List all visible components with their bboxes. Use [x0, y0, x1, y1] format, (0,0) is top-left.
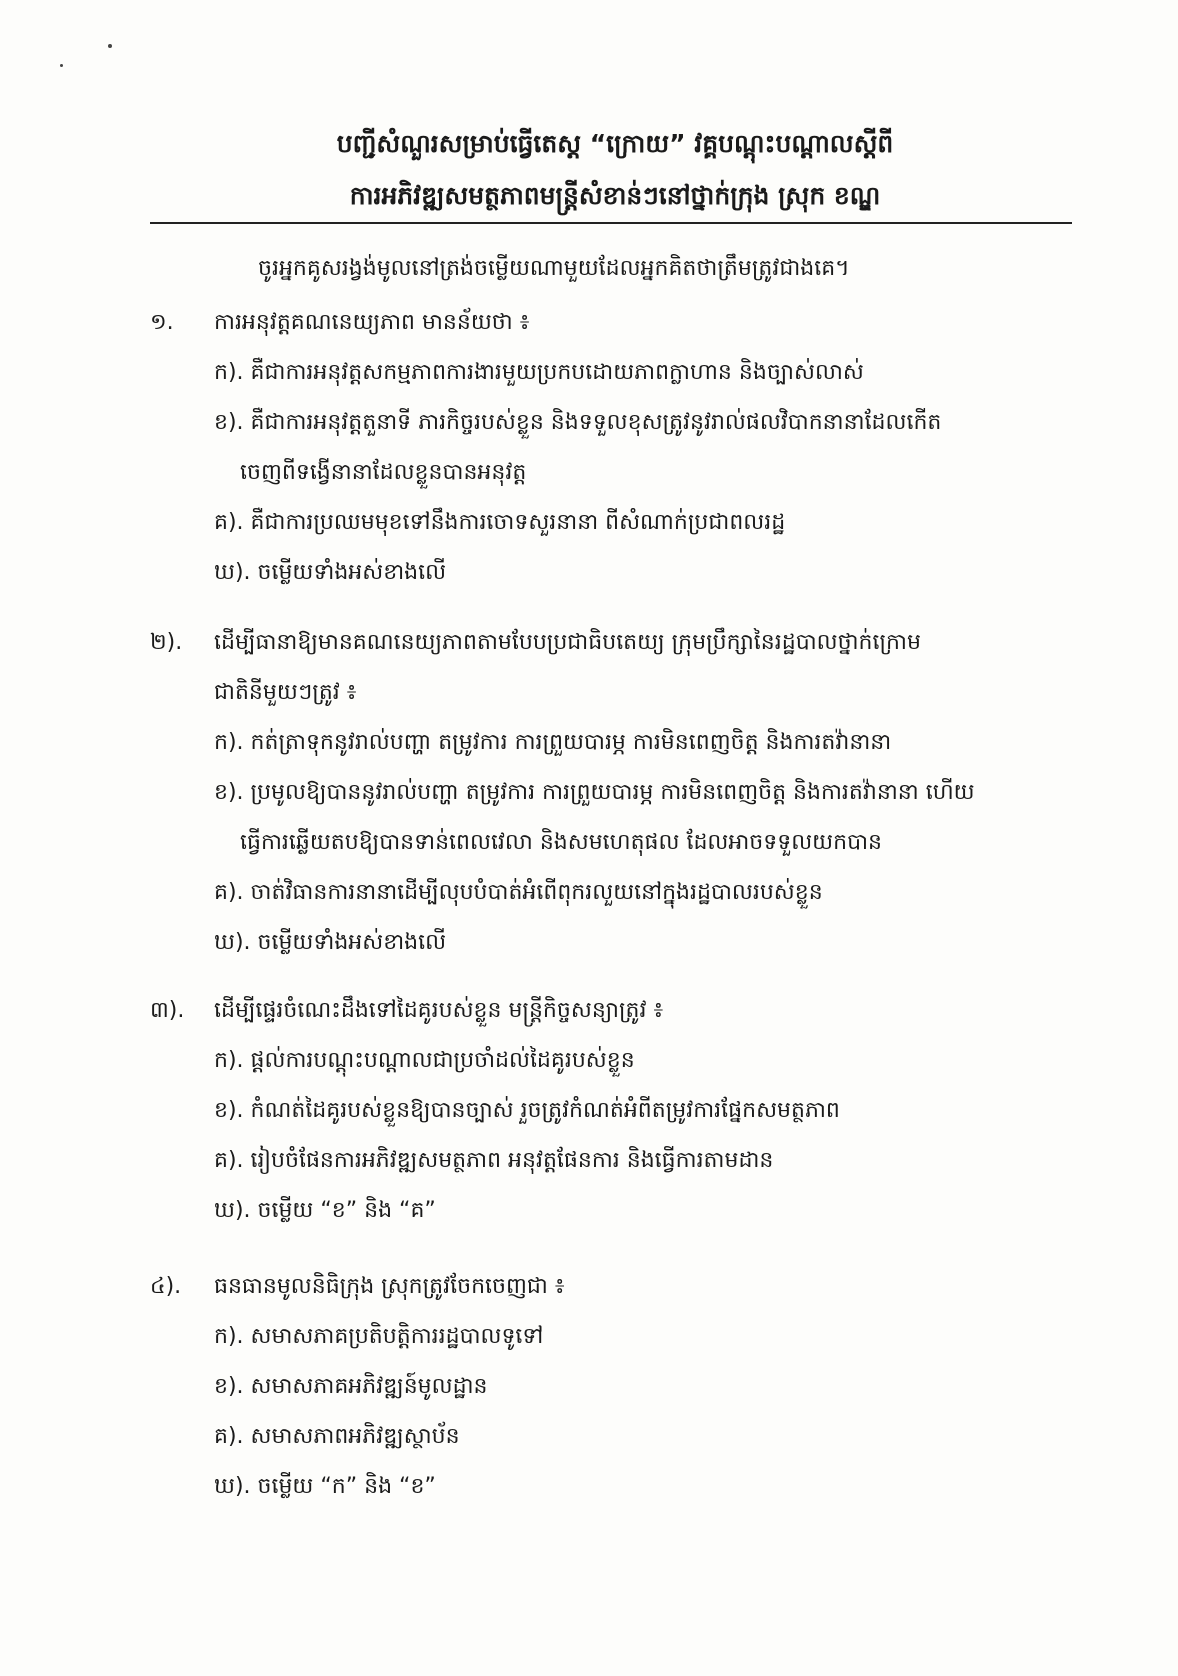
option-kho: ឃ). ចម្លើយទាំងអស់ខាងលើ — [214, 930, 447, 955]
option-kha-continuation: ធ្វើការឆ្លើយតបឱ្យបានទាន់ពេលវេលា និងសមហេតុផល ដែលអាចទទួលយកបាន — [240, 830, 882, 855]
option-ko: គ). រៀបចំផែនការអភិវឌ្ឍសមត្ថភាព អនុវត្តផែនការ និងធ្វើការតាមដាន — [214, 1148, 774, 1173]
option-kha-continuation: ចេញពីទង្វើនានាដែលខ្លួនបានអនុវត្ត — [240, 460, 527, 485]
option-kho: ឃ). ចម្លើយទាំងអស់ខាងលើ — [214, 560, 447, 585]
question-stem — [150, 298, 1080, 348]
scan-speck — [108, 44, 112, 48]
header-divider — [150, 222, 1072, 224]
question-number: ៤). — [150, 1274, 182, 1299]
question-1 — [150, 298, 1080, 598]
question-4 — [150, 1262, 1080, 1512]
question-text-continuation: ជាតិនីមួយៗត្រូវ ៖ — [214, 680, 357, 705]
instruction-text: ចូរអ្នកគូសរង្វង់មូលនៅត្រង់ចម្លើយណាមួយដែលអ្នកគិតថាត្រឹមត្រូវជាងគេ។ — [258, 256, 850, 281]
option-ka: ក). សមាសភាគប្រតិបត្តិការរដ្ឋបាលទូទៅ — [214, 1324, 544, 1349]
option-kha: ខ). សមាសភាគអភិវឌ្ឍន៍មូលដ្ឋាន — [214, 1374, 488, 1399]
question-text: ធនធានមូលនិធិក្រុង ស្រុកត្រូវចែកចេញជា ៖ — [214, 1274, 565, 1299]
option-kho: ឃ). ចម្លើយ “ក” និង “ខ” — [214, 1474, 436, 1499]
document-title-line-2: ការអភិវឌ្ឍសមត្ថភាពមន្ត្រីសំខាន់ៗនៅថ្នាក់ក្រុង ស្រុក ខណ្ឌ — [349, 181, 881, 210]
question-text: ដើម្បីផ្ទេរចំណេះដឹងទៅដៃគូរបស់ខ្លួន មន្ត្រីកិច្ចសន្យាត្រូវ ៖ — [214, 998, 664, 1023]
question-3 — [150, 986, 1080, 1236]
option-ko: គ). គឺជាការប្រឈមមុខទៅនឹងការចោទសួរនានា ពីសំណាក់ប្រជាពលរដ្ឋ — [214, 510, 786, 535]
option-ka: ក). គឺជាការអនុវត្តសកម្មភាពការងារមួយប្រកបដោយភាពក្លាហាន និងច្បាស់លាស់ — [214, 360, 864, 385]
option-kha: ខ). គឺជាការអនុវត្តតួនាទី ភារកិច្ចរបស់ខ្លួន និងទទួលខុសត្រូវនូវរាល់ផលវិបាកនានាដែលកើត — [214, 410, 942, 435]
question-number: ១. — [150, 310, 174, 335]
option-kha: ខ). ប្រមូលឱ្យបាននូវរាល់បញ្ហា តម្រូវការ ការព្រួយបារម្ភ ការមិនពេញចិត្ត និងការតវ៉ានានា ហើយ — [214, 780, 975, 805]
question-stem — [150, 618, 1080, 668]
option-ko: គ). សមាសភាពអភិវឌ្ឍស្ថាប័ន — [214, 1424, 460, 1449]
question-stem — [150, 986, 1080, 1036]
option-ka: ក). កត់ត្រាទុកនូវរាល់បញ្ហា តម្រូវការ ការព្រួយបារម្ភ ការមិនពេញចិត្ត និងការតវ៉ានានា — [214, 730, 892, 755]
document-title-line-1: បញ្ជីសំណួរសម្រាប់ធ្វើតេស្ត “ក្រោយ” វគ្គបណ្តុះបណ្តាលស្តីពី — [336, 129, 894, 158]
question-2 — [150, 618, 1080, 968]
scan-speck — [60, 64, 63, 67]
option-kho: ឃ). ចម្លើយ “ខ” និង “គ” — [214, 1198, 436, 1223]
option-ka: ក). ផ្តល់ការបណ្តុះបណ្តាលជាប្រចាំដល់ដៃគូរបស់ខ្លួន — [214, 1048, 635, 1073]
option-kha: ខ). កំណត់ដៃគូរបស់ខ្លួនឱ្យបានច្បាស់ រួចត្រូវកំណត់អំពីតម្រូវការផ្នែកសមត្ថភាព — [214, 1098, 840, 1123]
question-text: ការអនុវត្តគណនេយ្យភាព មានន័យថា ៖ — [214, 310, 530, 335]
question-number: ៣). — [150, 998, 185, 1023]
document-header — [150, 118, 1080, 222]
question-stem — [150, 1262, 1080, 1312]
question-text: ដើម្បីធានាឱ្យមានគណនេយ្យភាពតាមបែបប្រជាធិបតេយ្យ ក្រុមប្រឹក្សានៃរដ្ឋបាលថ្នាក់ក្រោម — [214, 630, 921, 655]
question-number: ២). — [150, 630, 183, 655]
option-ko: គ). ចាត់វិធានការនានាដើម្បីលុបបំបាត់អំពើពុករលួយនៅក្នុងរដ្ឋបាលរបស់ខ្លួន — [214, 880, 823, 905]
